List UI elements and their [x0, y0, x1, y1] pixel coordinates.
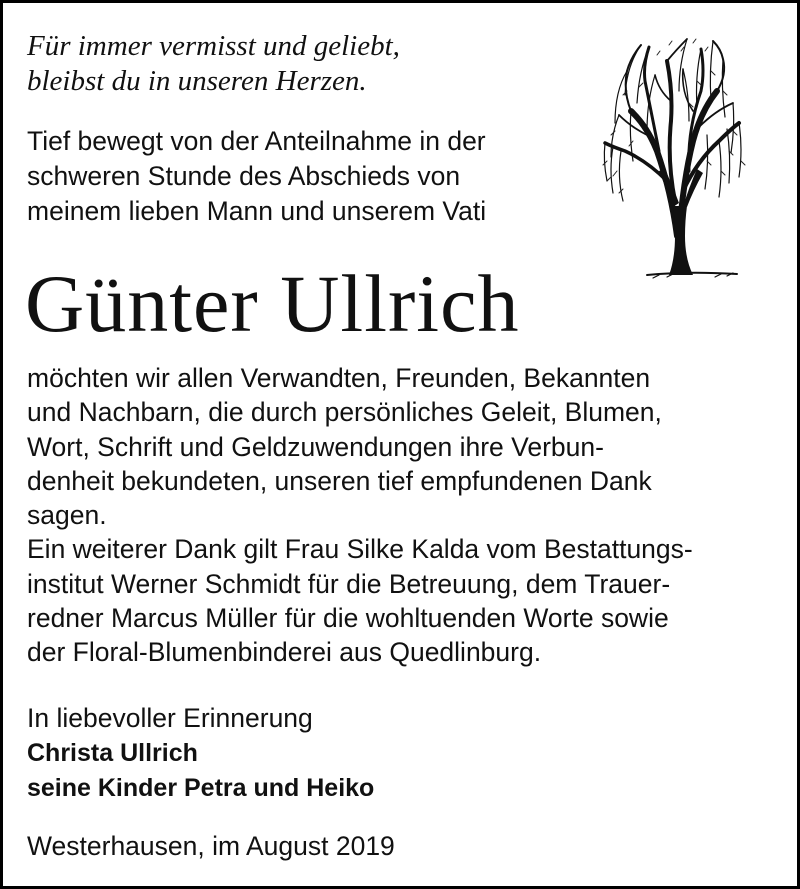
signer-spouse: Christa Ullrich [27, 739, 198, 767]
thanks-line: der Floral-Blumenbinderei aus Quedlinburg. [27, 637, 542, 668]
place-and-date: Westerhausen, im August 2019 [27, 831, 395, 861]
closing-block [27, 701, 374, 806]
thanks-line: Ein weiterer Dank gilt Frau Silke Kalda vom Bestattungs- [27, 534, 693, 565]
motto-line: Für immer vermisst und geliebt, [27, 30, 400, 62]
thanks-line: möchten wir allen Verwandten, Freunden, Bekannten [27, 363, 651, 393]
weeping-tree-icon [597, 31, 749, 281]
thanks-line: redner Marcus Müller für die wohltuenden Worte sowie [27, 603, 669, 634]
thanks-line: und Nachbarn, die durch persönliches Geleit, Blumen, [27, 397, 662, 428]
signer-children: seine Kinder Petra und Heiko [27, 774, 375, 802]
motto-line: bleibst du in unseren Herzen. [27, 65, 367, 97]
thanks-line: institut Werner Schmidt für die Betreuung, dem Trauer- [27, 568, 671, 599]
intro-line: meinem lieben Mann und unserem Vati [27, 196, 487, 226]
motto [27, 29, 400, 99]
thanks-line: sagen. [27, 500, 107, 531]
intro-line: schweren Stunde des Abschieds von [27, 161, 461, 191]
intro-text [27, 124, 486, 229]
thanks-text [27, 361, 693, 670]
thanks-line: denheit bekundeten, unseren tief empfundenen Dank [27, 465, 652, 496]
deceased-name: Günter Ullrich [25, 258, 520, 349]
intro-line: Tief bewegt von der Anteilnahme in der [27, 126, 486, 156]
remembrance-line: In liebevoller Erinnerung [27, 703, 313, 733]
thanks-line: Wort, Schrift und Geldzuwendungen ihre Verbun- [27, 431, 604, 462]
